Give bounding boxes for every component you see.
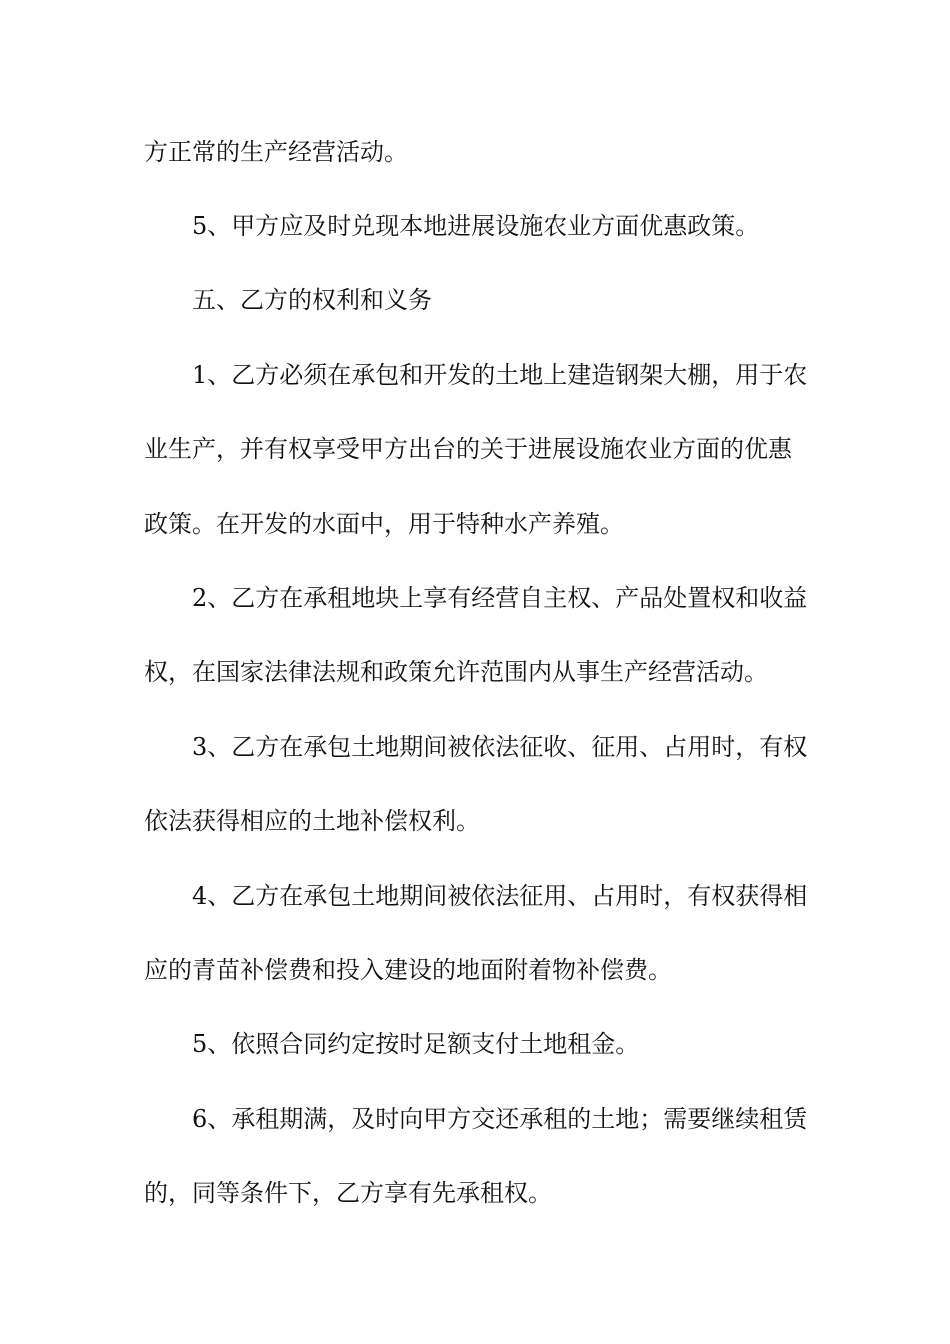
- paragraph-line: 应的青苗补偿费和投入建设的地面附着物补偿费。: [144, 956, 672, 984]
- section-heading: 五、乙方的权利和义务: [192, 286, 432, 314]
- paragraph-line: 4、乙方在承包土地期间被依法征用、占用时，有权获得相: [192, 882, 808, 910]
- paragraph-line: 6、承租期满，及时向甲方交还承租的土地；需要继续租赁: [192, 1105, 808, 1133]
- paragraph-line: 业生产，并有权享受甲方出台的关于进展设施农业方面的优惠: [144, 435, 792, 463]
- paragraph-line: 政策。在开发的水面中，用于特种水产养殖。: [144, 510, 624, 538]
- paragraph-line: 权，在国家法律法规和政策允许范围内从事生产经营活动。: [144, 658, 768, 686]
- paragraph-line: 1、乙方必须在承包和开发的土地上建造钢架大棚，用于农: [192, 361, 808, 389]
- paragraph-line: 2、乙方在承租地块上享有经营自主权、产品处置权和收益: [192, 584, 808, 612]
- paragraph-line: 3、乙方在承包土地期间被依法征收、征用、占用时，有权: [192, 733, 808, 761]
- paragraph-line: 方正常的生产经营活动。: [144, 138, 408, 166]
- paragraph-line: 的，同等条件下，乙方享有先承租权。: [144, 1179, 552, 1207]
- paragraph-line: 5、甲方应及时兑现本地进展设施农业方面优惠政策。: [192, 212, 760, 240]
- paragraph-line: 5、依照合同约定按时足额支付土地租金。: [192, 1030, 640, 1058]
- paragraph-line: 依法获得相应的土地补偿权利。: [144, 807, 480, 835]
